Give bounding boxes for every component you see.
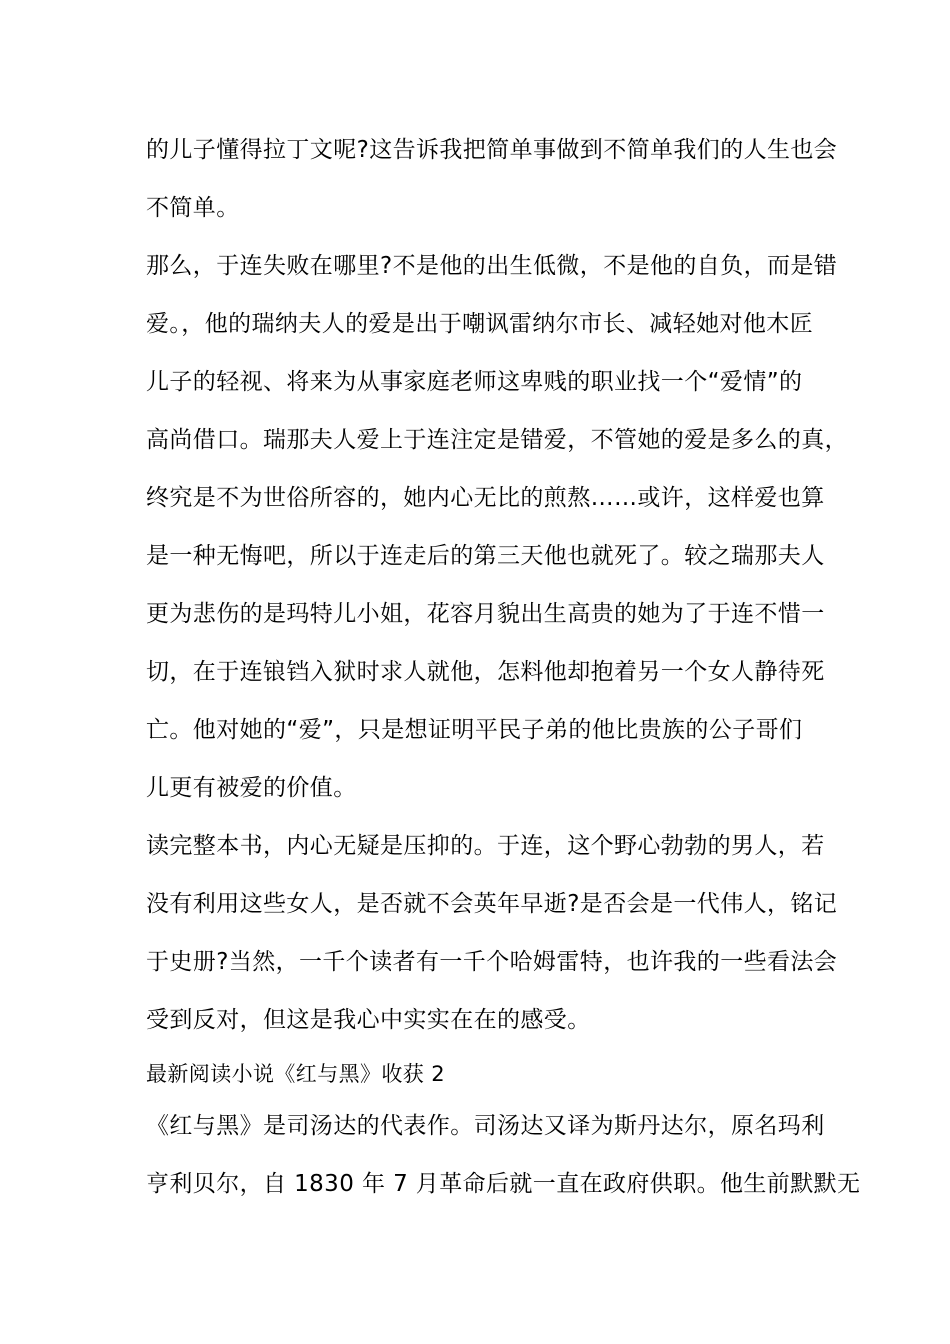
text-line: 爱。，他的瑞纳夫人的爱是出于嘲讽雷纳尔市长、减轻她对他木匠 [146,311,814,337]
text-line: 那么，于连失败在哪里?不是他的出生低微，不是他的自负，而是错 [146,253,838,279]
text-line: 不简单。 [146,195,240,221]
text-line: 亡。他对她的“爱”，只是想证明平民子弟的他比贵族的公子哥们 [146,717,803,743]
text-line: 终究是不为世俗所容的，她内心无比的煎熬……或许，这样爱也算 [146,485,825,511]
text-line: 亨利贝尔，自 1830 年 7 月革命后就一直在政府供职。他生前默默无 [146,1171,861,1197]
text-line: 读完整本书，内心无疑是压抑的。于连，这个野心勃勃的男人，若 [146,833,825,859]
text-line: 儿更有被爱的价值。 [146,775,357,801]
text-line: 是一种无悔吧，所以于连走后的第三天他也就死了。较之瑞那夫人 [146,543,825,569]
text-line: 《红与黑》是司汤达的代表作。司汤达又译为斯丹达尔，原名玛利 [146,1113,825,1139]
text-line: 受到反对，但这是我心中实实在在的感受。 [146,1007,591,1033]
section-heading: 最新阅读小说《红与黑》收获 2 [146,1062,446,1086]
text-line: 切，在于连锒铛入狱时求人就他，怎料他却抱着另一个女人静待死 [146,659,825,685]
text-line: 的儿子懂得拉丁文呢?这告诉我把简单事做到不简单我们的人生也会 [146,137,838,163]
text-line: 儿子的轻视、将来为从事家庭老师这卑贱的职业找一个“爱情”的 [146,369,803,395]
text-line: 于史册?当然，一千个读者有一千个哈姆雷特，也许我的一些看法会 [146,949,838,975]
text-line: 高尚借口。瑞那夫人爱上于连注定是错爱，不管她的爱是多么的真， [146,427,848,453]
text-line: 更为悲伤的是玛特儿小姐，花容月貌出生高贵的她为了于连不惜一 [146,601,825,627]
text-line: 没有利用这些女人，是否就不会英年早逝?是否会是一代伟人，铭记 [146,891,838,917]
